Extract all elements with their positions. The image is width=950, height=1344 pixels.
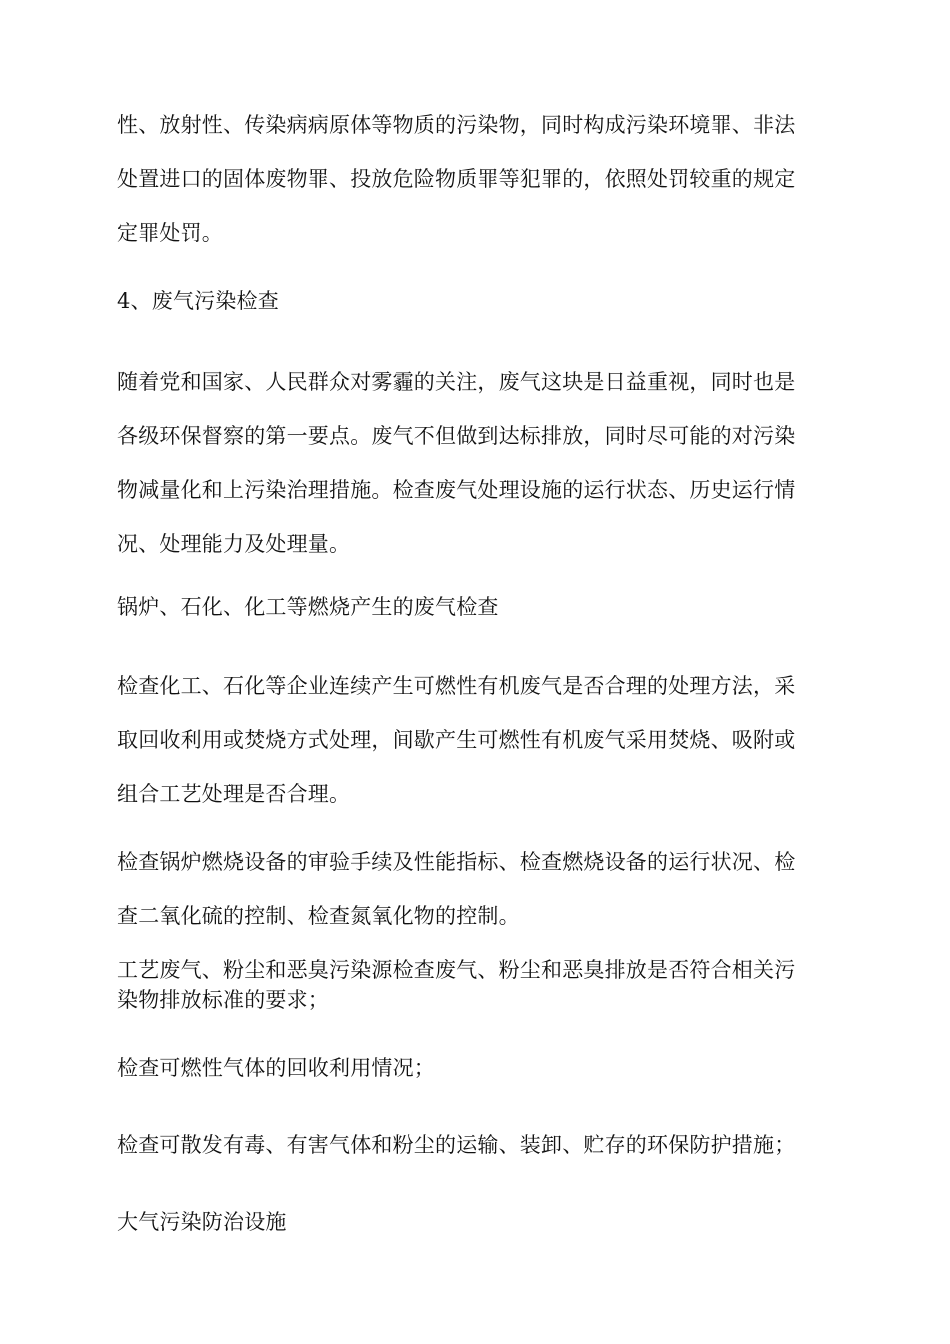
text-line: 检查可散发有毒、有害气体和粉尘的运输、装卸、贮存的环保防护措施； [117,1133,796,1157]
heading-text: 锅炉、石化、化工等燃烧产生的废气检查 [117,595,499,619]
text-line: 检查化工、石化等企业连续产生可燃性有机废气是否合理的处理方法，采 [117,674,796,698]
section-heading-exhaust-inspection [117,274,837,328]
paragraph-process-exhaust [117,955,837,1015]
subheading-combustion-exhaust [117,580,837,634]
paragraph-organic-exhaust [117,659,837,821]
text-line: 检查可燃性气体的回收利用情况； [117,1056,435,1080]
heading-text: 4、废气污染检查 [117,289,279,313]
paragraph-pollution-crime [117,98,837,260]
paragraph-boiler-inspection [117,835,837,943]
text-line: 况、处理能力及处理量。 [117,532,351,556]
paragraph-toxic-gas-protection [117,1118,837,1172]
paragraph-exhaust-importance [117,355,837,571]
paragraph-combustible-gas [117,1041,837,1095]
text-line: 组合工艺处理是否合理。 [117,782,351,806]
text-line: 查二氧化硫的控制、检查氮氧化物的控制。 [117,904,520,928]
heading-text: 大气污染防治设施 [117,1210,287,1234]
text-line: 定罪处罚。 [117,221,223,245]
text-line: 处置进口的固体废物罪、投放危险物质罪等犯罪的，依照处罚较重的规定 [117,167,796,191]
text-line: 性、放射性、传染病病原体等物质的污染物，同时构成污染环境罪、非法 [117,113,796,137]
text-line: 物减量化和上污染治理措施。检查废气处理设施的运行状态、历史运行情 [117,478,796,502]
text-line: 随着党和国家、人民群众对雾霾的关注，废气这块是日益重视，同时也是 [117,370,796,394]
text-line: 检查锅炉燃烧设备的审验手续及性能指标、检查燃烧设备的运行状况、检 [117,850,796,874]
text-line: 取回收利用或焚烧方式处理，间歇产生可燃性有机废气采用焚烧、吸附或 [117,728,796,752]
text-line: 染物排放标准的要求； [117,988,329,1012]
text-line: 工艺废气、粉尘和恶臭污染源检查废气、粉尘和恶臭排放是否符合相关污 [117,958,796,982]
text-line: 各级环保督察的第一要点。废气不但做到达标排放，同时尽可能的对污染 [117,424,796,448]
subheading-air-pollution-facilities [117,1195,837,1249]
